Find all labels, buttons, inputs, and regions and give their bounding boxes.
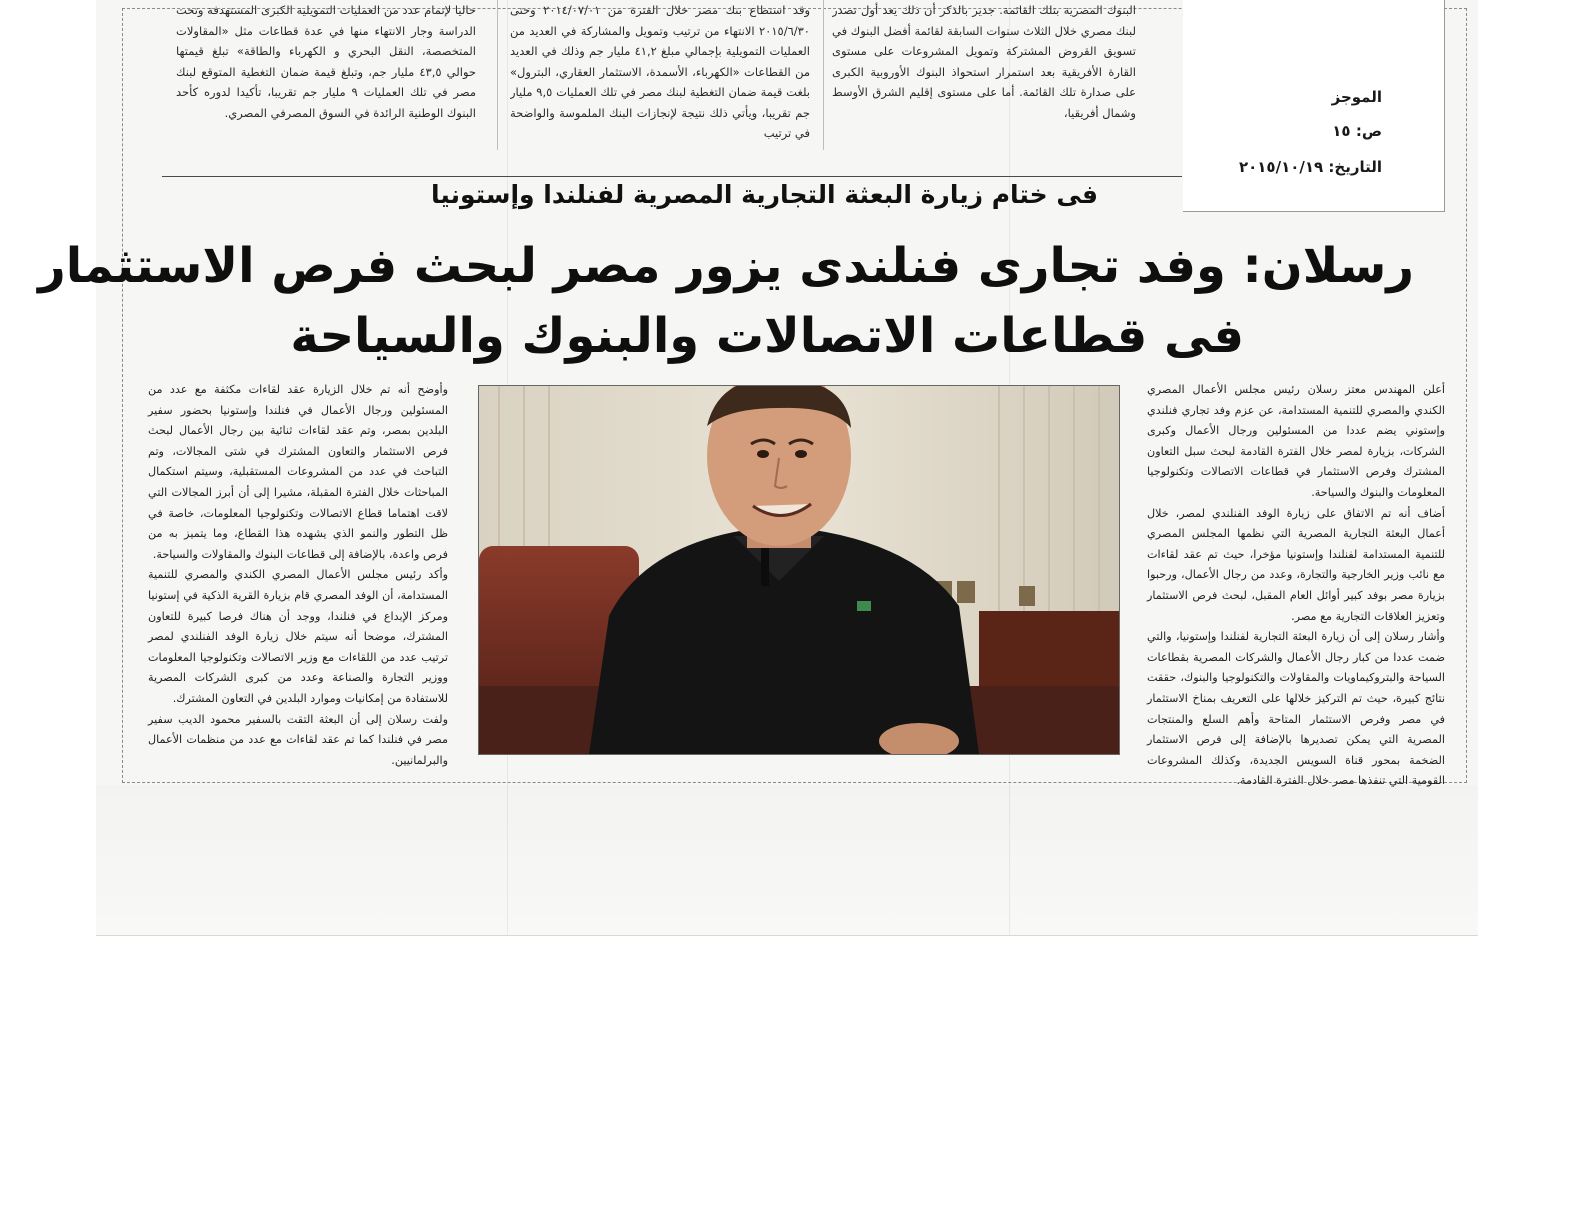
headline-kicker: فى ختام زيارة البعثة التجارية المصرية لفنلندا وإستونيا [431, 180, 1098, 209]
article-paragraph: ولفت رسلان إلى أن البعثة التقت بالسفير محمود الديب سفير مصر في فنلندا كما تم عقد لقاءات مع عدد من منظمات الأعمال والبرلمانيين. [148, 712, 448, 767]
article-paragraph: أعلن المهندس معتز رسلان رئيس مجلس الأعمال المصري الكندي والمصري للتنمية المستدامة، عن عزم وفد تجاري فنلندي وإستوني يضم عددا من المسئولين ورجال الأعمال وكبرى الشركات، بزيارة لمصر خلال الفترة القادمة لبحث سبل التعاون المشترك وفرص الاستثمار في قطاعات الاتصالات وتكنولوجيا المعلومات والبنوك والسياحة. [1147, 383, 1445, 499]
clipping-info-box [1183, 0, 1445, 212]
article-column-right [1147, 380, 1445, 792]
article-paragraph: وأوضح أنه تم خلال الزيارة عقد لقاءات مكثفة مع عدد من المسئولين ورجال الأعمال في فنلندا وإستونيا بحضور سفير البلدين بمصر، وتم عقد لقاءات ثنائية بين رجال الأعمال لبحث فرص الاستثمار والتعاون المشترك في شتى المجالات، وتم التباحث في عدد من المشروعات المستقبلية، وسيتم استكمال المباحثات خلال الفترة المقبلة، مشيرا إلى أن أبرز المجالات التي لاقت اهتماما قطاع الاتصالات وتكنولوجيا المعلومات، خاصة في ظل التطور والنمو الذي يشهده هذا القطاع، وما يتميز به من فرص واعدة، بالإضافة إلى قطاعات البنوك والمقاولات والسياحة. [148, 383, 448, 561]
article-column-left [148, 380, 448, 771]
main-headline-line-1: رسلان: وفد تجارى فنلندى يزور مصر لبحث فرص الاستثمار [38, 238, 1414, 294]
scanned-page-lower-margin [96, 785, 1478, 936]
article-paragraph: وأكد رئيس مجلس الأعمال المصري الكندي والمصري للتنمية المستدامة، أن الوفد المصري قام بزيارة القرية الذكية في إستونيا ومركز الإبداع في فنلندا، ووجد أن هناك فرصا كبيرة للتعاون المشترك، موضحا أنه سيتم خلال زيارة الوفد الفنلندي لمصر ترتيب عدد من اللقاءات مع وزير الاتصالات وتكنولوجيا المعلومات ووزير التجارة والصناعة وعدد من كبرى الشركات المصرية للاستفادة من إمكانيات وموارد البلدين في التعاون المشترك. [148, 568, 448, 705]
portrait-photo-illustration [479, 386, 1119, 754]
header-rule [162, 176, 1182, 177]
publication-date: التاريخ: ٢٠١٥/١٠/١٩ [1238, 158, 1382, 176]
article-paragraph: أضاف أنه تم الاتفاق على زيارة الوفد الفنلندي لمصر، خلال أعمال البعثة التجارية المصرية التي نظمها المجلس المصري للتنمية المستدامة لفنلندا وإستونيا مؤخرا، حيث تم عقد لقاءات مع نائب وزير الخارجية والتجارة، وعدد من رجال الأعمال، ورحبوا بزيارة مصر بوفد كبير أوائل العام المقبل، لبحث فرص الاستثمار وتعزيز العلاقات التجارية مع مصر. [1147, 506, 1445, 623]
top-column-middle: وقد استطاع بنك مصر خلال الفترة من ٢٠١٤/٠٧/٠١ وحتى ٢٠١٥/٦/٣٠ الانتهاء من ترتيب وتمويل والمشاركة في العديد من العمليات التمويلية بإجمالي مبلغ ٤١,٢ مليار جم وذلك في العديد من القطاعات «الكهرباء، الأسمدة، الاستثمار العقاري، البترول» بلغت قيمة ضمان التغطية لبنك مصر في تلك العمليات ٩,٥ مليار جم تقريبا، ويأتي ذلك نتيجة لإنجازات البنك الملموسة والواضحة في ترتيب [510, 3, 810, 140]
publication-name: الموجز [1331, 88, 1382, 106]
main-headline-line-2: فى قطاعات الاتصالات والبنوك والسياحة [290, 308, 1244, 364]
column-divider [497, 0, 498, 150]
top-column-left: حاليا لإتمام عدد من العمليات التمويلية الكبرى المستهدفة وتحت الدراسة وجار الانتهاء منها في عدة قطاعات مثل «المقاولات المتخصصة، النقل البحري و الكهرباء والطاقة» تبلغ قيمتها حوالي ٤٣,٥ مليار جم، وتبلغ قيمة ضمان التغطية المتوقع لبنك مصر في تلك العمليات ٩ مليار جم تقريبا، تأكيدا لدوره كأحد البنوك الوطنية الرائدة في السوق المصرفي المصري. [176, 3, 476, 120]
page-number: ص: ١٥ [1332, 122, 1382, 140]
article-photo [478, 385, 1120, 755]
top-column-right: البنوك المصرية بتلك القائمة. جدير بالذكر أن ذلك يعد أول تصدر لبنك مصري خلال الثلاث سنوات السابقة لقائمة أفضل البنوك في تسويق القروض المشتركة وتمويل المشروعات على مستوى القارة الأفريقية بعد استمرار استحواذ البنوك الأوروبية الكبرى على صدارة تلك القائمة. أما على مستوى إقليم الشرق الأوسط وشمال أفريقيا، [832, 3, 1136, 120]
article-paragraph: وأشار رسلان إلى أن زيارة البعثة التجارية لفنلندا وإستونيا، والتي ضمت عددا من كبار رجال الأعمال والشركات المصرية بقطاعات السياحة والبتروكيماويات والمقاولات والتكنولوجيا والبنوك، حققت نتائج كبيرة، حيث تم التركيز خلالها على التعريف بمناخ الاستثمار في مصر وفرص الاستثمار المتاحة وأهم السلع والمنتجات المصرية التي يمكن تصديرها بالإضافة إلى فرص الاستثمار الضخمة بمحور قناة السويس الجديدة، وكذلك المشروعات القومية التي تنفذها مصر خلال الفترة القادمة. [1147, 630, 1445, 788]
column-divider [823, 0, 824, 150]
